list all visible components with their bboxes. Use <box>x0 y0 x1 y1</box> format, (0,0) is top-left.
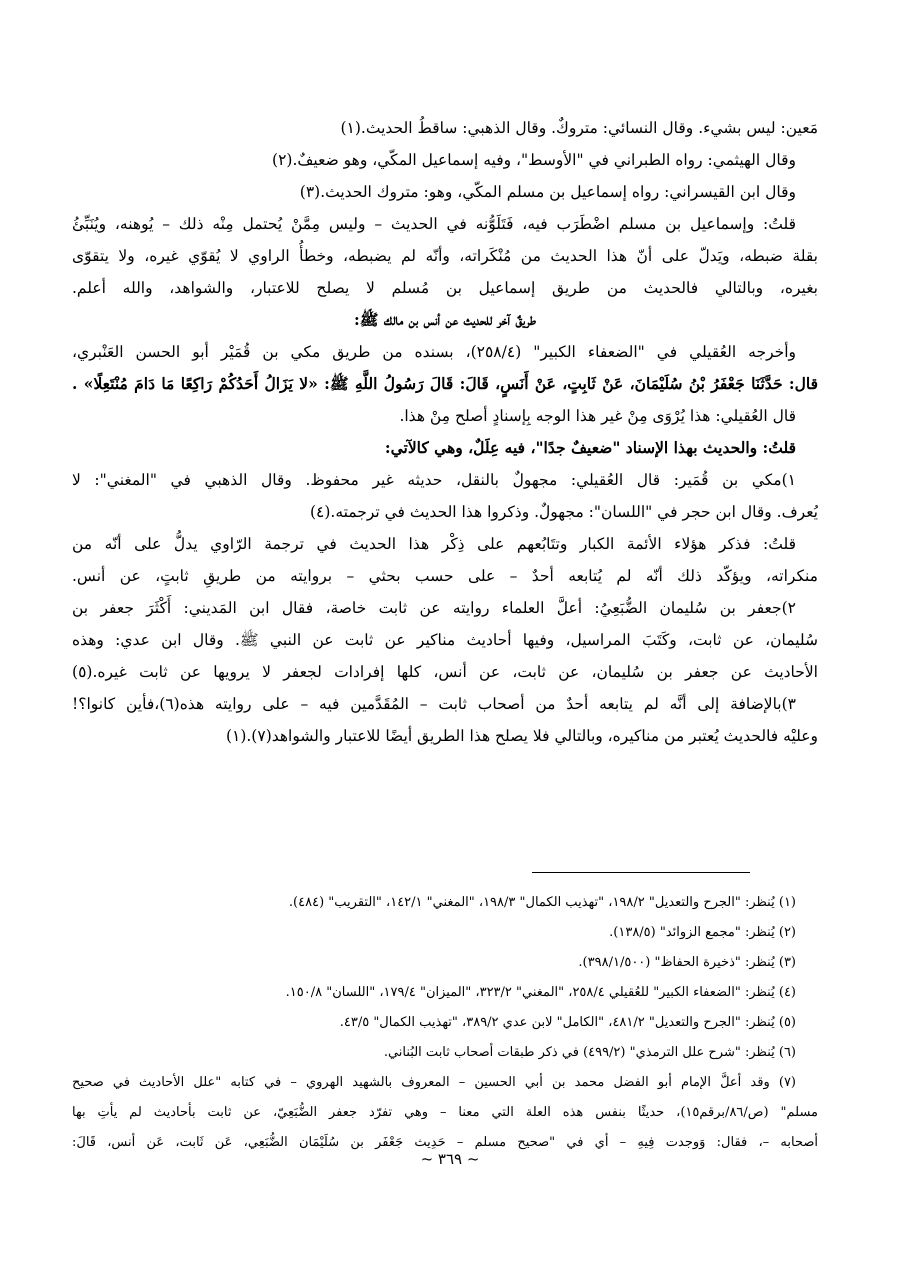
body-line: وقال الهيثمي: رواه الطبراني في "الأوسط"، وفيه إسماعيل المكّي، وهو ضعيفٌ.(٢) <box>272 151 796 169</box>
body-line: الأحاديث عن جعفر بن سُليمان، عن ثابت، عن أنس، كلها إفرادات لجعفر لا يرويها عن ثابت غيره.(٥) <box>72 663 818 681</box>
footnote-continuation: أصحابه –، فقال: وَوجدت فِيهِ – أي في "صحيح مسلم – حَدِيث جَعْفَر بن سُلَيْمَان الضُّبَعِي، عَن ثَابت، عَن أنس، قَالَ: <box>72 1135 818 1150</box>
footnote: (٦) يُنظر: "شرح علل الترمذي" (٤٩٩/٢) في ذكر طبقات أصحاب ثابت البُناني. <box>383 1045 796 1060</box>
footnote: (٧) وقد أعلَّ الإمام أبو الفضل محمد بن أبي الحسين – المعروف بالشهيد الهروي – في كتابه "علل الأحاديث في صحيح <box>72 1075 796 1090</box>
body-line: قلتُ: وإسماعيل بن مسلم اضْطَرَب فيه، فَتَلَوُّنه في الحديث – وليس مِمَّنْ يُحتمل مِنْه ذلك – يُوهنه، ويُنَبِّئُ <box>72 215 796 233</box>
hadith-line: قال: حَدَّثَنَا جَعْفَرُ بْنُ سُلَيْمَانَ، عَنْ ثَابِتٍ، عَنْ أَنَسٍ، قَالَ: قَالَ رَسُولُ اللَّهِ ﷺ: «لا يَزَالُ أَحَدُكُمْ رَاكِعًا مَا دَامَ مُنْتَعِلًا» . <box>72 374 818 393</box>
body-line: وأخرجه العُقيلي في "الضعفاء الكبير" (٢٥٨/٤)، بسنده من طريق مكي بن قُمَيْر أبو الحسن العَنْبري، <box>72 343 796 361</box>
body-line: قلتُ: فذكر هؤلاء الأئمة الكبار وتتَابُعهم على ذِكْر هذا الحديث في ترجمة الرّاوي يدلُّ على أنّه من <box>72 535 796 553</box>
body-line: وعليْه فالحديث يُعتبر من مناكيره، وبالتالي فلا يصلح هذا الطريق أيضًا للاعتبار والشواهد(٧).(١) <box>225 727 818 745</box>
footnotes <box>72 888 818 1158</box>
footnote: (١) يُنظر: "الجرح والتعديل" ١٩٨/٢، "تهذيب الكمال" ١٩٨/٣، "المغني" ١٤٢/١، "التقريب" (٤٨٤). <box>288 895 796 910</box>
body-line: وقال ابن القيسراني: رواه إسماعيل بن مسلم المكّي، وهو: متروك الحديث.(٣) <box>299 183 796 201</box>
body-line: يُعرف. وقال ابن حجر في "اللسان": مجهولٌ. وذكروا هذا الحديث في ترجمته.(٤) <box>309 503 818 521</box>
body-line: بقلة ضبطه، ويَدلّ على أنّ هذا الحديث من مُنْكَراته، وأنّه لم يضبطه، وخطأُ الراوي لا يُقوّي غيره، ولا يتقوّى <box>72 247 818 265</box>
footnote: (٤) يُنظر: "الضعفاء الكبير" للعُقيلي ٢٥٨/٤، "المغني" ٣٢٣/٢، "الميزان" ١٧٩/٤، "اللسان" ١٥٠/٨. <box>285 985 796 1000</box>
footnote: (٢) يُنظر: "مجمع الزوائد" (١٣٨/٥). <box>609 925 796 940</box>
section-heading: طريقٌ آخر للحديث عن أنس بن مالك ﷺ: <box>354 310 536 329</box>
body-line: ١)مكي بن قُمَير: قال العُقيلي: مجهولٌ بالنقل، حديثه غير محفوظ. وقال الذهبي في "المغني": لا <box>72 471 796 489</box>
page-number: ~ ٣٦٩ ~ <box>420 1150 480 1168</box>
body-line: سُليمان، عن ثابت، وكَتَبَ المراسيل، وفيها أحاديث مناكير عن ثابت عن النبي ﷺ. وقال ابن عدي: وهذه <box>72 631 818 649</box>
body-line: منكراته، ويؤكّد ذلك أنّه لم يُتابعه أحدٌ – على حسب بحثي – بروايته من طريقِ ثابتٍ، عن أنس. <box>72 567 818 585</box>
footnote: (٥) يُنظر: "الجرح والتعديل" ٤٨١/٢، "الكامل" لابن عدي ٣٨٩/٢، "تهذيب الكمال" ٤٣/٥. <box>339 1015 796 1030</box>
body-line: ٣)بالإضافة إلى أنَّه لم يتابعه أحدٌ من أصحاب ثابت – المُقَدَّمين فيه – على روايته هذه(٦)،فأين كانوا؟! <box>72 695 796 713</box>
footnote: (٣) يُنظر: "ذخيرة الحفاظ" (٣٩٨/١/٥٠٠). <box>578 955 796 970</box>
body-line: ٢)جعفر بن سُليمان الضُّبَعِيُ: أعلَّ العلماء روايته عن ثابت خاصة، فقال ابن المَديني: أَكْثَرَ جعفر بن <box>72 599 796 617</box>
sub-heading: قلتُ: والحديث بهذا الإسناد "ضعيفٌ جدًا"، فيه عِلَلٌ، وهي كالآتي: <box>384 438 796 457</box>
body-line: بغيره، وبالتالي فالحديث من طريق إسماعيل بن مُسلم لا يصلح للاعتبار، والشواهد، والله أعلم. <box>72 279 818 297</box>
body-line: قال العُقيلي: هذا يُرْوَى مِنْ غير هذا الوجه بِإسنادٍ أصلح مِنْ هذا. <box>399 407 796 425</box>
footnote-continuation: مسلم" (ص/٨٦/برقم١٥)، حديثًا بنفس هذه العلة التي معنا – وهي تفرّد جعفر الضُّبَعِيّ، عن ثابت بأحاديث لم يأتِ بها <box>72 1105 818 1120</box>
footnote-divider <box>532 872 750 873</box>
body-line: مَعين: ليس بشيء. وقال النسائي: متروكٌ. وقال الذهبي: ساقطُ الحديث.(١) <box>340 119 818 137</box>
main-text <box>72 112 818 752</box>
